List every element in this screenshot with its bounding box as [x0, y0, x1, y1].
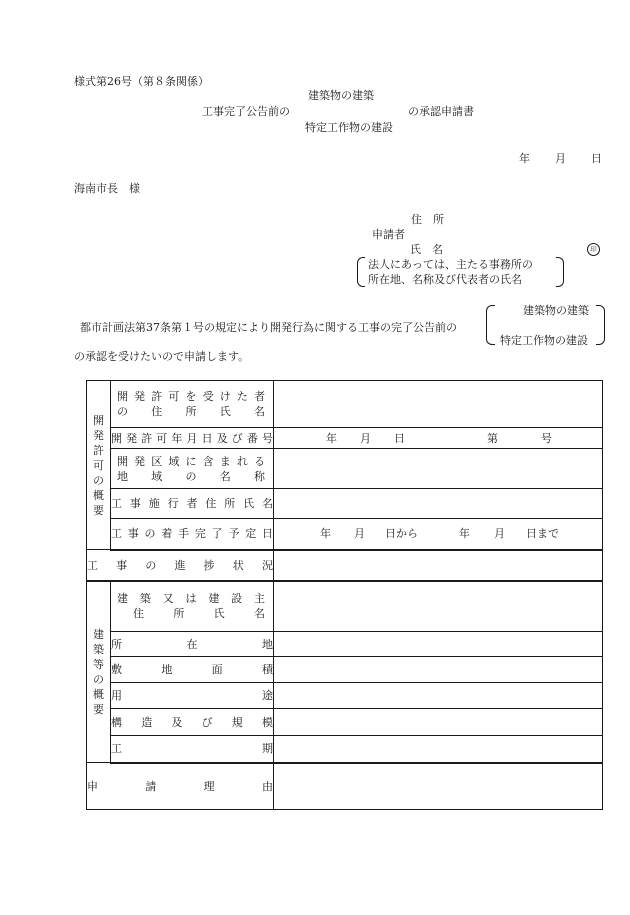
- title-option-structure: 特定工作物の建設: [305, 121, 393, 134]
- value-location[interactable]: [274, 632, 603, 657]
- bracket-right: [556, 257, 564, 287]
- applicant-name-label: 氏 名: [410, 243, 443, 256]
- applicant-role-label: 申請者: [372, 228, 405, 241]
- value-schedule[interactable]: 年 月 日から 年 月 日まで: [274, 519, 603, 550]
- value-progress[interactable]: [274, 550, 603, 581]
- label-development-area: 開発区域に含まれる 地域の名称: [111, 449, 274, 489]
- value-site-area[interactable]: [274, 657, 603, 683]
- body-option-structure: 特定工作物の建設: [500, 334, 588, 347]
- body-closing: の承認を受けたいので申請します。: [74, 350, 250, 363]
- label-builder: 建築又は建設主 住所氏名: [111, 581, 274, 632]
- value-structure[interactable]: [274, 709, 603, 736]
- bracket-left: [357, 257, 365, 287]
- label-permit-date: 開発許可年月日及び番号: [111, 428, 274, 449]
- label-period: 工期: [111, 736, 274, 763]
- body-sentence: 都市計画法第37条第１号の規定により開発行為に関する工事の完了公告前の: [80, 321, 457, 334]
- body-bracket-left: [486, 305, 495, 345]
- value-builder[interactable]: [274, 581, 603, 632]
- section-development-permit: 開 発 許 可 の 概 要: [87, 381, 111, 550]
- label-contractor: 工事施行者住所氏名: [111, 489, 274, 519]
- seal-mark: 印: [587, 243, 600, 256]
- label-schedule: 工事の着手完了予定日: [111, 519, 274, 550]
- value-reason[interactable]: [274, 763, 603, 810]
- date-day: 日: [591, 152, 602, 165]
- value-use[interactable]: [274, 683, 603, 709]
- title-suffix: の承認申請書: [408, 105, 474, 118]
- label-location: 所在地: [111, 632, 274, 657]
- addressee: 海南市長 様: [74, 182, 140, 195]
- body-bracket-right: [596, 305, 605, 345]
- applicant-note-line1: 法人にあっては、主たる事務所の: [368, 258, 533, 271]
- label-use: 用途: [111, 683, 274, 709]
- title-option-building: 建築物の建築: [308, 89, 374, 102]
- label-reason: 申請理由: [87, 763, 274, 810]
- value-contractor[interactable]: [274, 489, 603, 519]
- value-period[interactable]: [274, 736, 603, 763]
- value-permit-date[interactable]: 年 月 日 第 号: [274, 428, 603, 449]
- label-structure: 構造及び規模: [111, 709, 274, 736]
- label-site-area: 敷地面積: [111, 657, 274, 683]
- date-year: 年: [519, 152, 530, 165]
- applicant-note-line2: 所在地、名称及び代表者の氏名: [368, 273, 522, 286]
- application-form-table: [86, 380, 603, 810]
- label-permit-holder: 開発許可を受けた者 の住所氏名: [111, 381, 274, 428]
- section-construction-summary: 建 築 等 の 概 要: [87, 581, 111, 763]
- form-number: 様式第26号（第８条関係）: [74, 75, 209, 88]
- label-progress: 工事の進捗状況: [87, 550, 274, 581]
- date-month: 月: [555, 152, 566, 165]
- title-prefix: 工事完了公告前の: [202, 105, 290, 118]
- value-permit-holder[interactable]: [274, 381, 603, 428]
- body-option-building: 建築物の建築: [523, 304, 589, 317]
- value-development-area[interactable]: [274, 449, 603, 489]
- applicant-address-label: 住 所: [411, 213, 444, 226]
